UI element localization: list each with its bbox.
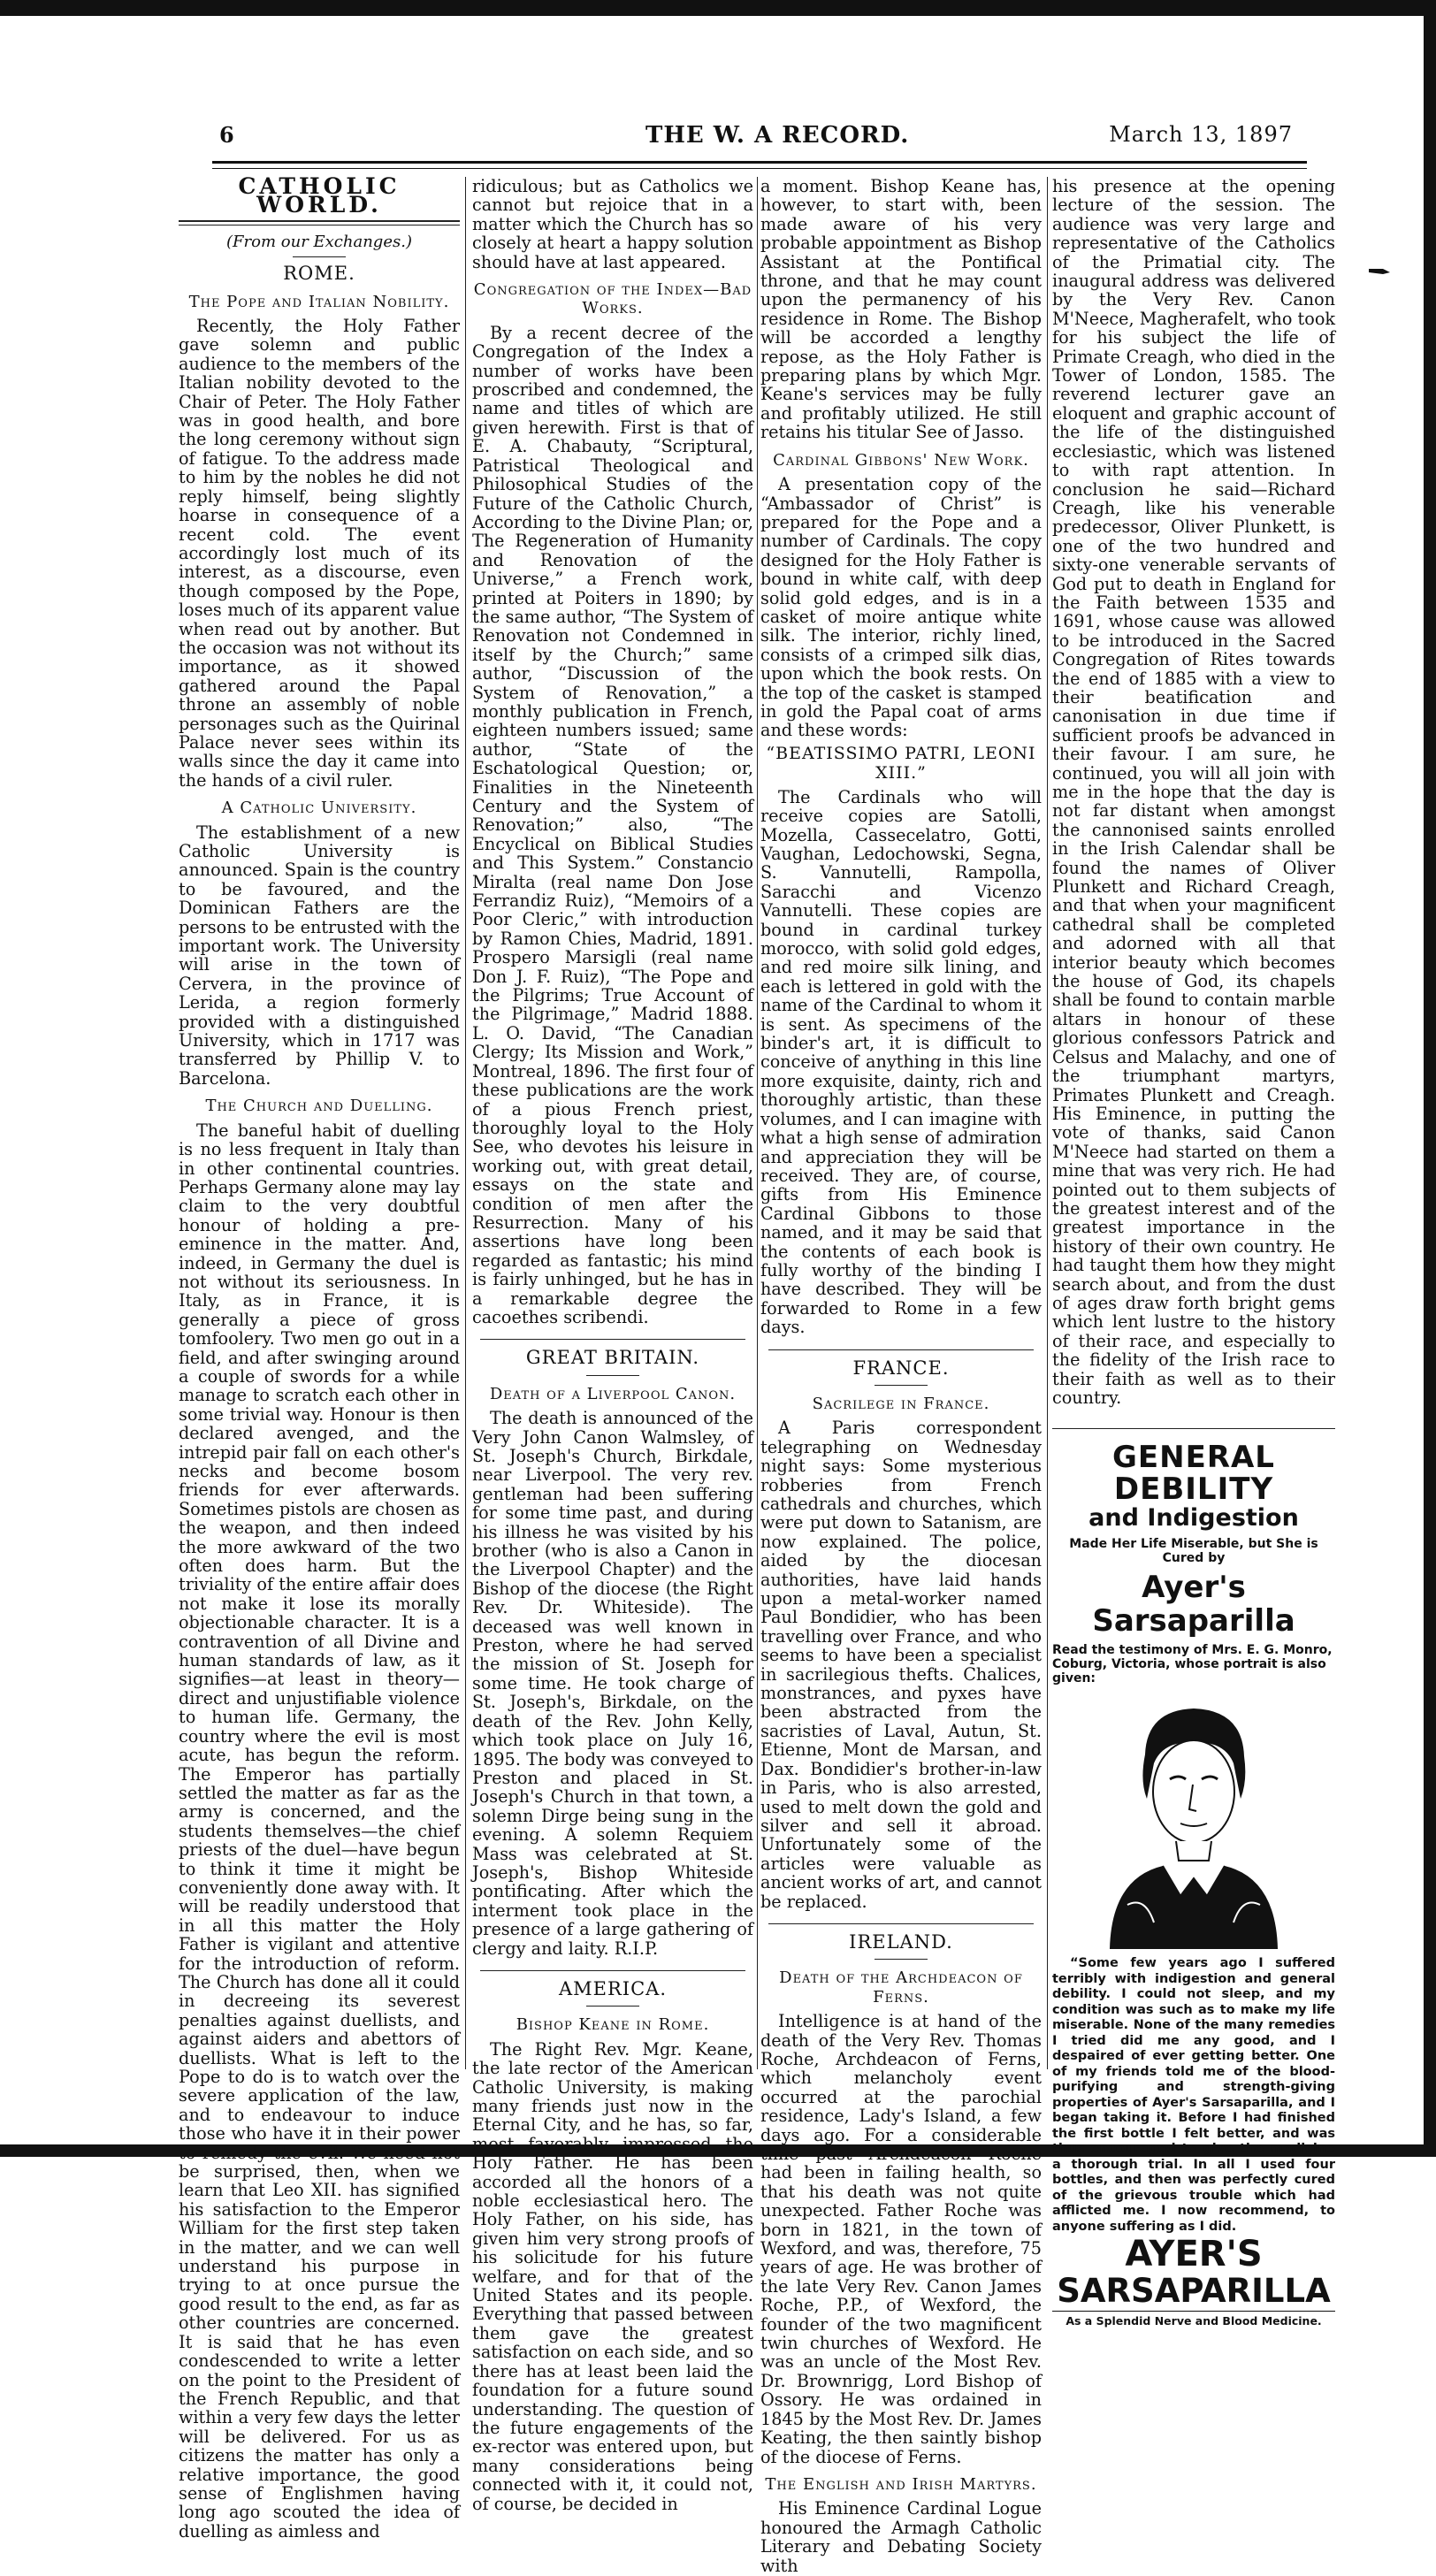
papal-motto: “BEATISSIMO PATRI, LEONI XIII.”: [766, 743, 1036, 783]
page-border-top: [0, 0, 1436, 16]
ad-product-name: Ayer's Sarsaparilla: [1092, 1570, 1295, 1640]
heading-bishop-keane: Bishop Keane in Rome.: [516, 2015, 710, 2035]
portrait-engraving-icon: [1092, 1693, 1295, 1949]
article-paragraph: The establishment of a new Catholic University is announced. Spain is the country to be favoured, and the Dominican Fathers are the persons to be entrusted with the important work. The University will arise in the town of Cervera, in the province of Lerida, a region formerly provided with a distinguished University, which in 1717 was transferred by Phillip V. to Barcelona.: [179, 822, 461, 1089]
heading-martyrs: The English and Irish Martyrs.: [765, 2474, 1037, 2494]
ad-brand: AYER'S: [1125, 2234, 1263, 2275]
advertisement: [1052, 1428, 1335, 2330]
heading-sacrilege: Sacrilege in France.: [812, 1394, 990, 1413]
source-note: (From our Exchanges.): [226, 232, 412, 251]
section-france: FRANCE.: [852, 1357, 950, 1379]
divider: [768, 1349, 1034, 1350]
divider: [875, 1385, 928, 1386]
ad-tagline: Made Her Life Miserable, but She is Cured by: [1069, 1537, 1318, 1566]
section-america: AMERICA.: [558, 1977, 667, 1999]
heading-church-duelling: The Church and Duelling.: [205, 1097, 433, 1116]
page-header: [212, 117, 1309, 157]
divider: [875, 1959, 928, 1960]
article-paragraph: ridiculous; but as Catholics we cannot but rejoice that in a matter which the Church has so closely at heart a happy solution should have at last appeared.: [472, 176, 753, 272]
newspaper-title: THE W. A RECORD.: [645, 122, 910, 149]
article-paragraph: A presentation copy of the “Ambassador of Christ” is prepared for the Pope and a number of Cardinals. The copy designed for the Holy Father is bound in white calf, with deep solid gold edges, and is in a casket of moire antique white silk. The interior, richly lined, consists of a crimped silk dias, upon which the book rests. On the top of the casket is stamped in gold the Papal coat of arms and these words:: [760, 474, 1042, 741]
ad-subheadline: and Indigestion: [1088, 1504, 1299, 1533]
section-rule: [179, 220, 460, 225]
divider: [586, 2006, 639, 2007]
article-paragraph: The Cardinals who will receive copies are Satolli, Mozella, Cassecelatro, Gotti, Vaughan, Ledochowski, Segna, S. Vannutelli, Rampolla, Saracchi and Vicenzo Vannutelli. These copies are bound in cardinal turkey morocco, with solid gold edges, and red moire silk lining, and each is lettered in gold with the name of the Cardinal to whom it is sent. As specimens of the binder's art, it is difficult to conceive of anything in this line more exquisite, dainty, rich and thoroughly artistic, than these volumes, and I can imagine with what a high sense of admiration and appreciation they will be received. They are, of course, gifts from His Eminence Cardinal Gibbons to those named, and it may be said that the contents of each book is fully worthy of the binding I have described. They will be forwarded to Rome in a few days.: [760, 786, 1042, 1338]
section-great-britain: GREAT BRITAIN.: [525, 1347, 700, 1369]
article-paragraph: By a recent decree of the Congregation of the Index a number of works have been proscribed and condemned, the name and titles of which are given herewith. First is that of E. A. Chabauty, “Scriptural, Patristical Theological and Philosophical Studies of the Future of the Catholic Church, According to the Divine Plan; or, The Regeneration of Humanity and Renovation of the Universe,” a French work, printed at Poiters in 1890; by the same author, “The System of Renovation not Condemned in itself by the Church;” same author, “Discussion of the System of Renovation,” a monthly publication in French, eighteen numbers issued; same author, “State of the Eschatological Question; or, Finalities in the Nineteenth Century and the System of Renovation;” also, “The Encyclical on Biblical Studies and This System.” Constancio Miralta (real name Don Jose Ferrandiz Ruiz), “Memoirs of a Poor Cleric,” with introduction by Ramon Chies, Madrid, 1891. Prospero Marsigli (real name Don J. F. Ruiz), “The Pope and the Pilgrims; True Account of the Pilgrimage,” Madrid 1888. L. O. David, “The Canadian Clergy; Its Mission and Work,” Montreal, 1896. The first four of these publications are the work of a pious French priest, thoroughly loyal to the Holy See, who devotes his leisure in working out, with great detail, essays on the state and condition of men after the Resurrection. Many of his assertions have long been regarded as fantastic; his mind is fairly unhinged, but he has in a remarkable degree the cacoethes scribendi.: [472, 322, 753, 1327]
section-rome: ROME.: [283, 263, 355, 285]
column-3: [760, 176, 1042, 2576]
article-paragraph: A Paris correspondent telegraphing on Wednesday night says: Some mysterious robberies from French cathedrals and churches, which were put down to Satanism, are now explained. The police, aided by the diocesan authorities, have laid hands upon a metal-worker named Paul Bondidier, who has been travelling over France, and who seems to have been a specialist in sacrilegious thefts. Chalices, monstrances, and pyxes have been abstracted from the sacristies of Laval, Autun, St. Etienne, Mont de Marsan, and Dax. Bondidier's brother-in-law in Paris, who is also arrested, used to melt down the gold and silver and sell it abroad. Unfortunately some of the articles were valuable as ancient works of art, and cannot be replaced.: [760, 1418, 1042, 1912]
heading-archdeacon-ferns: Death of the Archdeacon of Ferns.: [779, 1968, 1023, 2007]
column-rule: [465, 177, 466, 2069]
margin-arrow-icon: [1369, 265, 1390, 276]
heading-cardinal-gibbons: Cardinal Gibbons' New Work.: [773, 450, 1029, 470]
article-paragraph: The baneful habit of duelling is no less frequent in Italy than in other continental countries. Perhaps Germany alone may lay claim to the very doubtful honour of holding a pre-eminence in the matter. And, indeed, in Germany the duel is not without its seriousness. In Italy, as in France, it is generally a piece of gross tomfoolery. Two men go out in a field, and after swinging around a couple of swords for a while manage to scratch each other in some trivial way. Honour is then declared avenged, and the intrepid pair fall on each other's necks and become bosom friends for ever afterwards. Sometimes pistols are chosen as the weapon, and then indeed the more awkward of the two often does harm. But the triviality of the entire affair does not make it lose its morally objectionable character. It is a contravention of all Divine and human standards of law, as it signifies—at least in theory—direct and unjustifiable violence to human life. Germany, the country where the evil is most acute, has begun the reform. The Emperor has partially settled the matter as far as the army is concerned, and the students themselves—the chief priests of the duel—have begun to think it time it might be conveniently done away with. It will be readily understood that in all this matter the Holy Father is vigilant and attentive for the introduction of reform. The Church has done all it could in decreeing its severest penalties against duellists, and against aiders and abettors of duellists. What is left to the Pope to do is to watch over the severe application of the law, and to endeavour to induce those who have it in their power to remedy the evil. We need not be surprised, then, when we learn that Leo XII. has signified his satisfaction to the Emperor William for the first step taken in the matter, and we can well understand his purpose in trying to at once pursue the good result to the end, as far as other countries are concerned. It is said that he has even condescended to write a letter on the point to the President of the French Republic, and that within a very few days the letter will be delivered. For us as citizens the matter has only a relative importance, the good sense of Englishmen having long ago scouted the idea of duelling as aimless and: [179, 1120, 460, 2542]
divider: [293, 256, 346, 257]
column-rule: [1047, 177, 1048, 2069]
ad-brand-product: SARSAPARILLA: [1057, 2272, 1331, 2311]
column-2: [472, 176, 753, 2514]
column-1: [179, 173, 461, 2542]
section-ireland: IRELAND.: [849, 1930, 953, 1953]
article-paragraph: His Eminence Cardinal Logue honoured the Armagh Catholic Literary and Debating Society with: [760, 2498, 1042, 2576]
article-paragraph: a moment. Bishop Keane has, however, to start with, been made aware of his very probable appointment as Bishop Assistant at the Pontifical throne, and that he may count upon the permanency of his residence in Rome. The Bishop will be accorded a lengthy repose, as the Holy Father is preparing plans by which Mgr. Keane's services may be fully and profitably utilized. He still retains his titular See of Jasso.: [760, 176, 1042, 443]
ad-footer-tagline: As a Splendid Nerve and Blood Medicine.: [1052, 2311, 1335, 2330]
article-paragraph: Intelligence is at hand of the death of the Very Rev. Thomas Roche, Archdeacon of Ferns, which melancholy event occurred at the parochial residence, Lady's Island, a few days ago. For a considerable time past Archdeacon Roche had been in failing health, so that his death was not quite unexpected. Father Roche was born in 1821, in the town of Wexford, and was, therefore, 75 years of age. He was brother of the late Very Rev. Canon James Roche, P.P., of Wexford, the founder of the two magnificent twin churches of Wexford. He was an uncle of the Most Rev. Dr. Brownrigg, Lord Bishop of Ossory. He was ordained in 1845 by the Most Rev. Dr. James Keating, the then saintly bishop of the diocese of Ferns.: [760, 2011, 1042, 2467]
article-paragraph: The Right Rev. Mgr. Keane, the late rector of the American Catholic University, is making many friends just now in the Eternal City, and he has, so far, most favorably impressed the Holy Father. He has been accorded all the honors of a noble ecclesiastical hero. The Holy Father, on his side, has given him very strong proofs of his solicitude for his future welfare, and for that of the United States and its people. Everything that passed between them gave the greatest satisfaction on each side, and so there has at least been laid the foundation for a future sound understanding. The question of the future engagements of the ex-rector was entered upon, but many considerations being connected with it, it could not, of course, be decided in: [472, 2038, 753, 2514]
heading-index-bad-works: Congregation of the Index—Bad Works.: [473, 280, 752, 318]
heading-pope-nobility: The Pope and Italian Nobility.: [188, 292, 450, 311]
article-paragraph: his presence at the opening lecture of the session. The audience was very large and representative of the Catholics of the Primatial city. The inaugural address was delivered by the Very Rev. Canon M'Neece, Magherafelt, who took for his subject the life of Primate Creagh, who died in the Tower of London, 1585. The reverend lecturer gave an eloquent and graphic account of the life of the distinguished ecclesiastic, which was listened to with rapt attention. In conclusion he said—Richard Creagh, like his venerable predecessor, Oliver Plunkett, is one of the two hundred and sixty-one venerable servants of God put to death in England for the Faith between 1535 and 1691, whose cause was allowed to be introduced in the Sacred Congregation of Rites towards the end of 1885 with a view to their beatification and canonisation in due time if sufficient proofs be advanced in their favour. I am sure, he continued, you will all join with me in the hope that the day is not far distant when amongst the cannonised saints enrolled in the Irish Calendar shall be found the names of Oliver Plunkett and Richard Creagh, and that when your magnificent cathedral shall be completed and adorned with all that interior beauty which becomes the house of God, its chapels shall be found to contain marble altars in honour of these glorious confessors Patrick and Celsus and Malachy, and one of the triumphant martyrs, Primates Plunkett and Creagh. His Eminence, in putting the vote of thanks, said Canon M'Neece had started on them a mine that was very rich. He had pointed out to them subjects of the greatest interest and of the greatest importance in the history of their own country. He had taught them how they might search about, and from the dust of ages draw forth bright gems which lent lustre to the history of their race, and especially to the fidelity of the Irish race to their faith as well as to their country.: [1052, 176, 1335, 1408]
divider: [480, 1339, 745, 1340]
column-rule: [757, 177, 758, 2069]
issue-date: March 13, 1897: [1109, 122, 1293, 147]
page-number: 6: [219, 122, 234, 148]
ad-intro: Read the testimony of Mrs. E. G. Monro, Coburg, Victoria, whose portrait is also given:: [1052, 1643, 1333, 1686]
divider: [768, 1923, 1034, 1924]
header-rule: [212, 161, 1307, 169]
divider: [480, 1970, 745, 1971]
ad-testimony: “Some few years ago I suffered terribly with indigestion and general debility. I could not sleep, and my condition was such as to make my life miserable. None of the many remedies I tried did me any good, and I despaired of ever getting better. One of my friends told me of the blood-purifying and strength-giving properties of Ayer's Sarsaparilla, and I began taking it. Before I had finished the first bottle I felt better, and was thus encouraged to give the medicine a thorough trial. In all I used four bottles, and then was perfectly cured of the grievous trouble which had afflicted me. I now recommend, to anyone suffering as I did.: [1052, 1956, 1335, 2234]
heading-catholic-university: A Catholic University.: [221, 799, 417, 818]
page-border-right: [1424, 0, 1436, 2157]
heading-liverpool-canon: Death of a Liverpool Canon.: [489, 1384, 737, 1403]
article-paragraph: The death is announced of the Very John Canon Walmsley, of St. Joseph's Church, Birkdale, near Liverpool. The very rev. gentleman had been suffering for some time past, and during his illness he was visited by his brother (who is also a Canon in the Liverpool Chapter) and the Bishop of the diocese (the Right Rev. Dr. Whiteside). The deceased was well known in Preston, where he had served the mission of St. Joseph for some time. He took charge of St. Joseph's, Birkdale, on the death of the Rev. John Kelly, which took place on July 16, 1895. The body was conveyed to Preston and placed in St. Joseph's Church in that town, a solemn Dirge being sung in the evening. A solemn Requiem Mass was celebrated at St. Joseph's, Bishop Whiteside pontificating. After which the interment took place in the presence of a large gathering of clergy and laity. R.I.P.: [472, 1408, 753, 1959]
section-catholic-world: CATHOLIC WORLD.: [238, 173, 401, 218]
column-4: [1052, 176, 1335, 2328]
divider: [586, 1375, 639, 1376]
article-paragraph: Recently, the Holy Father gave solemn and public audience to the members of the Italian nobility devoted to the Chair of Peter. The Holy Father was in good health, and bore the long ceremony without sign of fatigue. To the address made to him by the nobles he did not reply himself, being slightly hoarse in consequence of a recent cold. The event accordingly lost much of its interest, as a discourse, even though composed by the Pope, loses much of its apparent value when read out by another. But the occasion was not without its importance, as it showed gathered around the Papal throne an assembly of noble personages such as the Quirinal Palace never sees within its walls since the day it came into the hands of a civil ruler.: [179, 316, 460, 791]
ad-headline: GENERAL DEBILITY: [1112, 1440, 1275, 1508]
